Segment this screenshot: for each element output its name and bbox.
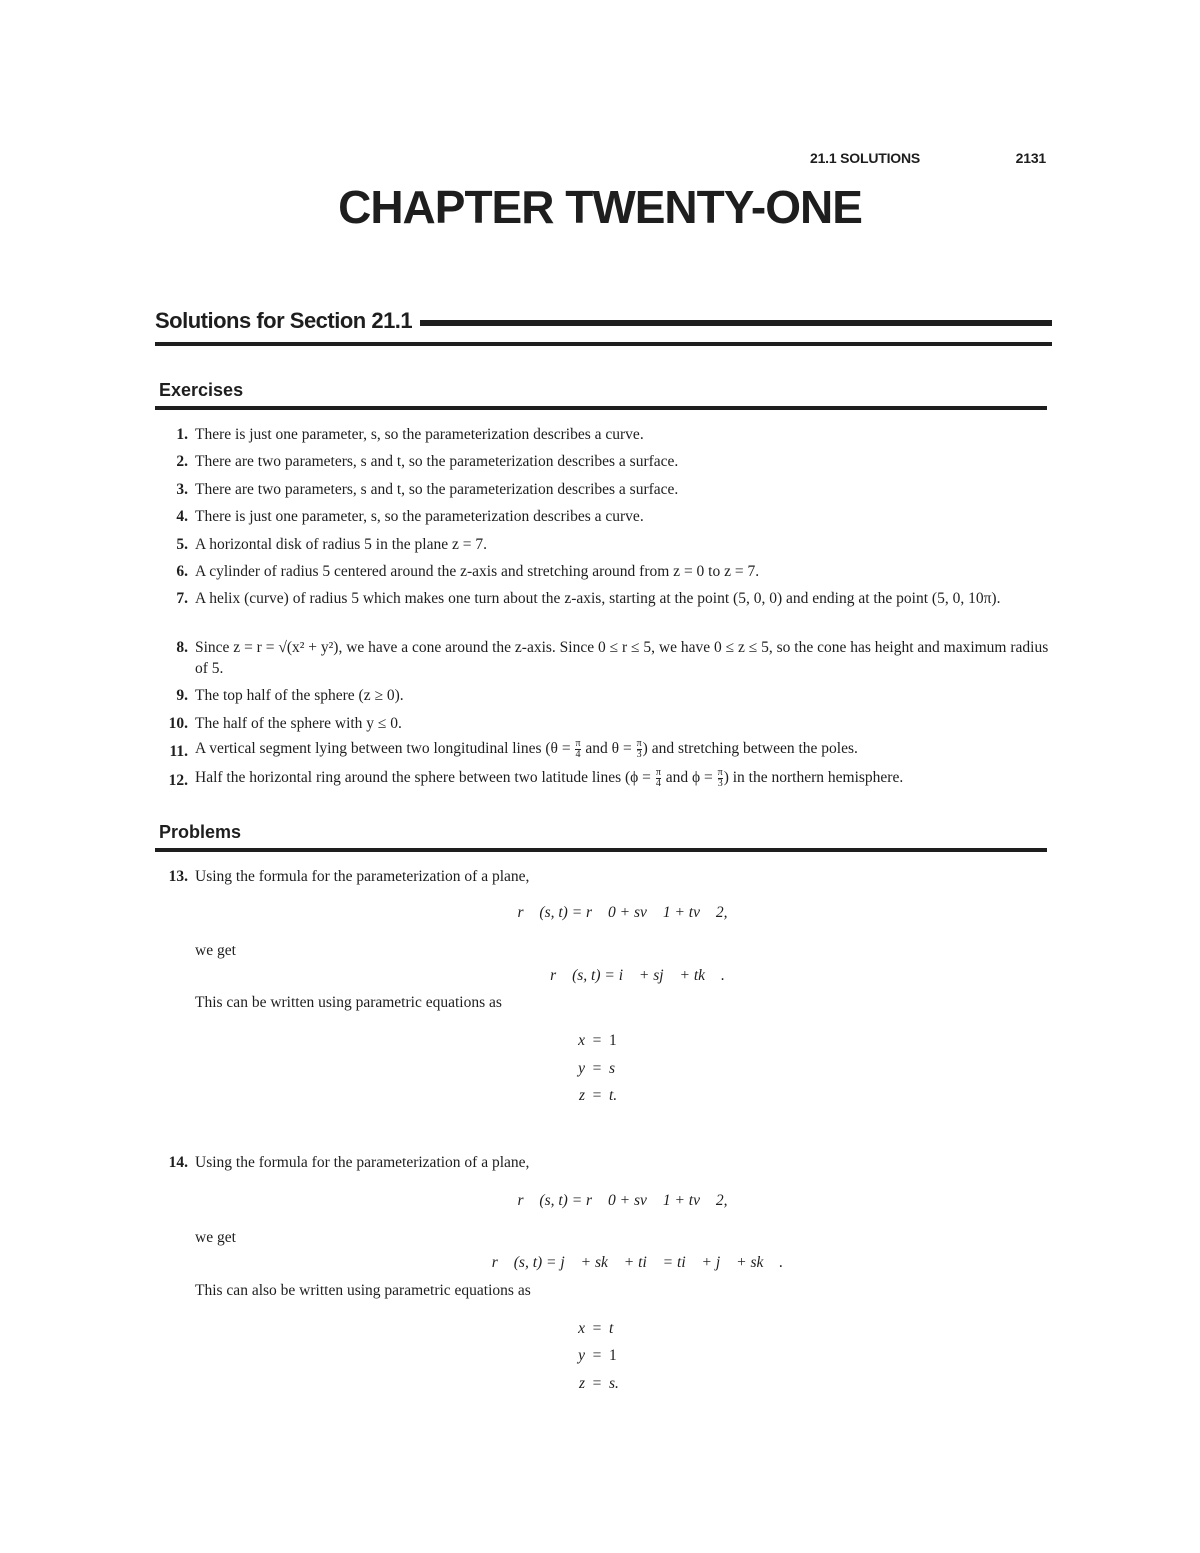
exercise-text-pre: Half the horizontal ring around the sphere between two latitude lines (ϕ = [195,769,651,786]
problem-intro: Using the formula for the parameterization of a plane, [195,868,530,885]
exercise-text [195,767,1050,789]
exercise-text-post: ) and stretching between the poles. [642,740,858,757]
result-equation: r⃗ (s, t) = i⃗ + sj⃗ + tk⃗ . [550,967,725,984]
result-equation: r⃗ (s, t) = j⃗ + sk⃗ + ti⃗ = ti⃗ + j⃗ + sk⃗ . [491,1254,784,1271]
exercise-item-3 [155,479,1050,500]
parametric-equation-row: x = t [578,1320,614,1337]
exercise-text: There are two parameters, s and t, so the parameterization describes a surface. [195,481,679,498]
exercise-text: Since z = r = √(x² + y²), we have a cone around the z-axis. Since 0 ≤ r ≤ 5, we have 0 ≤ z ≤ 5, so the cone has height and maximum radius of 5. [195,639,1049,677]
exercise-number: 9. [176,687,188,704]
exercise-item-5 [155,534,1050,555]
exercise-number: 10. [168,715,188,732]
parametric-intro-text: This can be written using parametric equations as [195,994,502,1011]
exercise-text: A horizontal disk of radius 5 in the plane z = 7. [195,536,487,553]
parametric-equation-row: z = t. [578,1087,618,1104]
exercise-text-pre: A vertical segment lying between two longitudinal lines (θ = [195,740,571,757]
exercise-text: There is just one parameter, s, so the parameterization describes a curve. [195,508,644,525]
page-number: 2131 [1015,150,1046,166]
problem-intro: Using the formula for the parameterization of a plane, [195,1154,530,1171]
we-get-text: we get [195,1229,236,1246]
exercise-text-post: ) in the northern hemisphere. [723,769,904,786]
exercise-number: 4. [176,508,188,525]
exercise-item-9 [155,685,1050,706]
parametric-equation-row: z = s. [578,1375,619,1392]
problems-rule [155,848,1047,852]
fraction: $\frac{\pi}{3}$ [636,737,642,760]
exercise-item-4 [155,506,1050,527]
problem-number: 14. [168,1154,188,1171]
exercise-item-2 [155,451,1050,472]
exercise-number: 6. [176,563,188,580]
exercise-number: 8. [176,639,188,656]
exercise-text: There are two parameters, s and t, so the parameterization describes a surface. [195,453,679,470]
exercise-number: 11. [169,743,188,760]
exercise-text: There is just one parameter, s, so the parameterization describes a curve. [195,426,644,443]
running-head-label: 21.1 SOLUTIONS [810,150,921,166]
fraction: $\frac{\pi}{3}$ [717,766,723,789]
exercise-item-1 [155,424,1050,445]
exercise-text-mid: and ϕ = [665,769,713,786]
exercise-number: 3. [176,481,188,498]
exercise-item-11 [155,738,1050,760]
parametric-intro-text: This can also be written using parametric equations as [195,1282,531,1299]
section-underline-rule [155,342,1052,346]
exercise-item-10 [155,713,1050,734]
problem-13 [155,866,1050,887]
exercise-number: 1. [176,426,188,443]
plane-formula-equation: r⃗ (s, t) = r⃗ 0 + sv⃗ 1 + tv⃗ 2, [517,904,728,921]
we-get-text: we get [195,942,236,959]
section-title-rule [395,320,1052,326]
chapter-title: CHAPTER TWENTY-ONE [338,181,862,233]
exercise-text [195,738,1050,760]
fraction: $\frac{\pi}{4}$ [655,766,661,789]
problem-number: 13. [168,868,188,885]
exercise-item-7 [155,588,1050,609]
exercise-text: The top half of the sphere (z ≥ 0). [195,687,404,704]
exercise-text-mid: and θ = [585,740,632,757]
exercise-item-12 [155,767,1050,789]
parametric-equation-row: y = s [578,1060,616,1077]
exercise-text: The half of the sphere with y ≤ 0. [195,715,402,732]
exercise-text: A cylinder of radius 5 centered around the z-axis and stretching around from z = 0 to z = 7. [195,563,760,580]
plane-formula-equation: r⃗ (s, t) = r⃗ 0 + sv⃗ 1 + tv⃗ 2, [517,1192,728,1209]
parametric-equation-row: x = 1 [578,1032,617,1049]
problems-heading: Problems [159,822,242,842]
section-title: Solutions for Section 21.1 [155,308,420,334]
fraction: $\frac{\pi}{4}$ [575,737,581,760]
exercise-item-6 [155,561,1050,582]
exercise-item-8 [155,637,1050,679]
exercise-text: A helix (curve) of radius 5 which makes one turn about the z-axis, starting at the point (5, 0, 0) and ending at the point (5, 0, 10π). [195,590,1001,607]
exercises-heading: Exercises [159,380,244,400]
exercise-number: 12. [168,772,188,789]
exercises-rule [155,406,1047,410]
parametric-equation-row: y = 1 [578,1347,617,1364]
running-head [810,150,1050,166]
exercise-number: 5. [176,536,188,553]
problem-14 [155,1152,1050,1173]
exercise-number: 7. [176,590,188,607]
exercise-number: 2. [176,453,188,470]
